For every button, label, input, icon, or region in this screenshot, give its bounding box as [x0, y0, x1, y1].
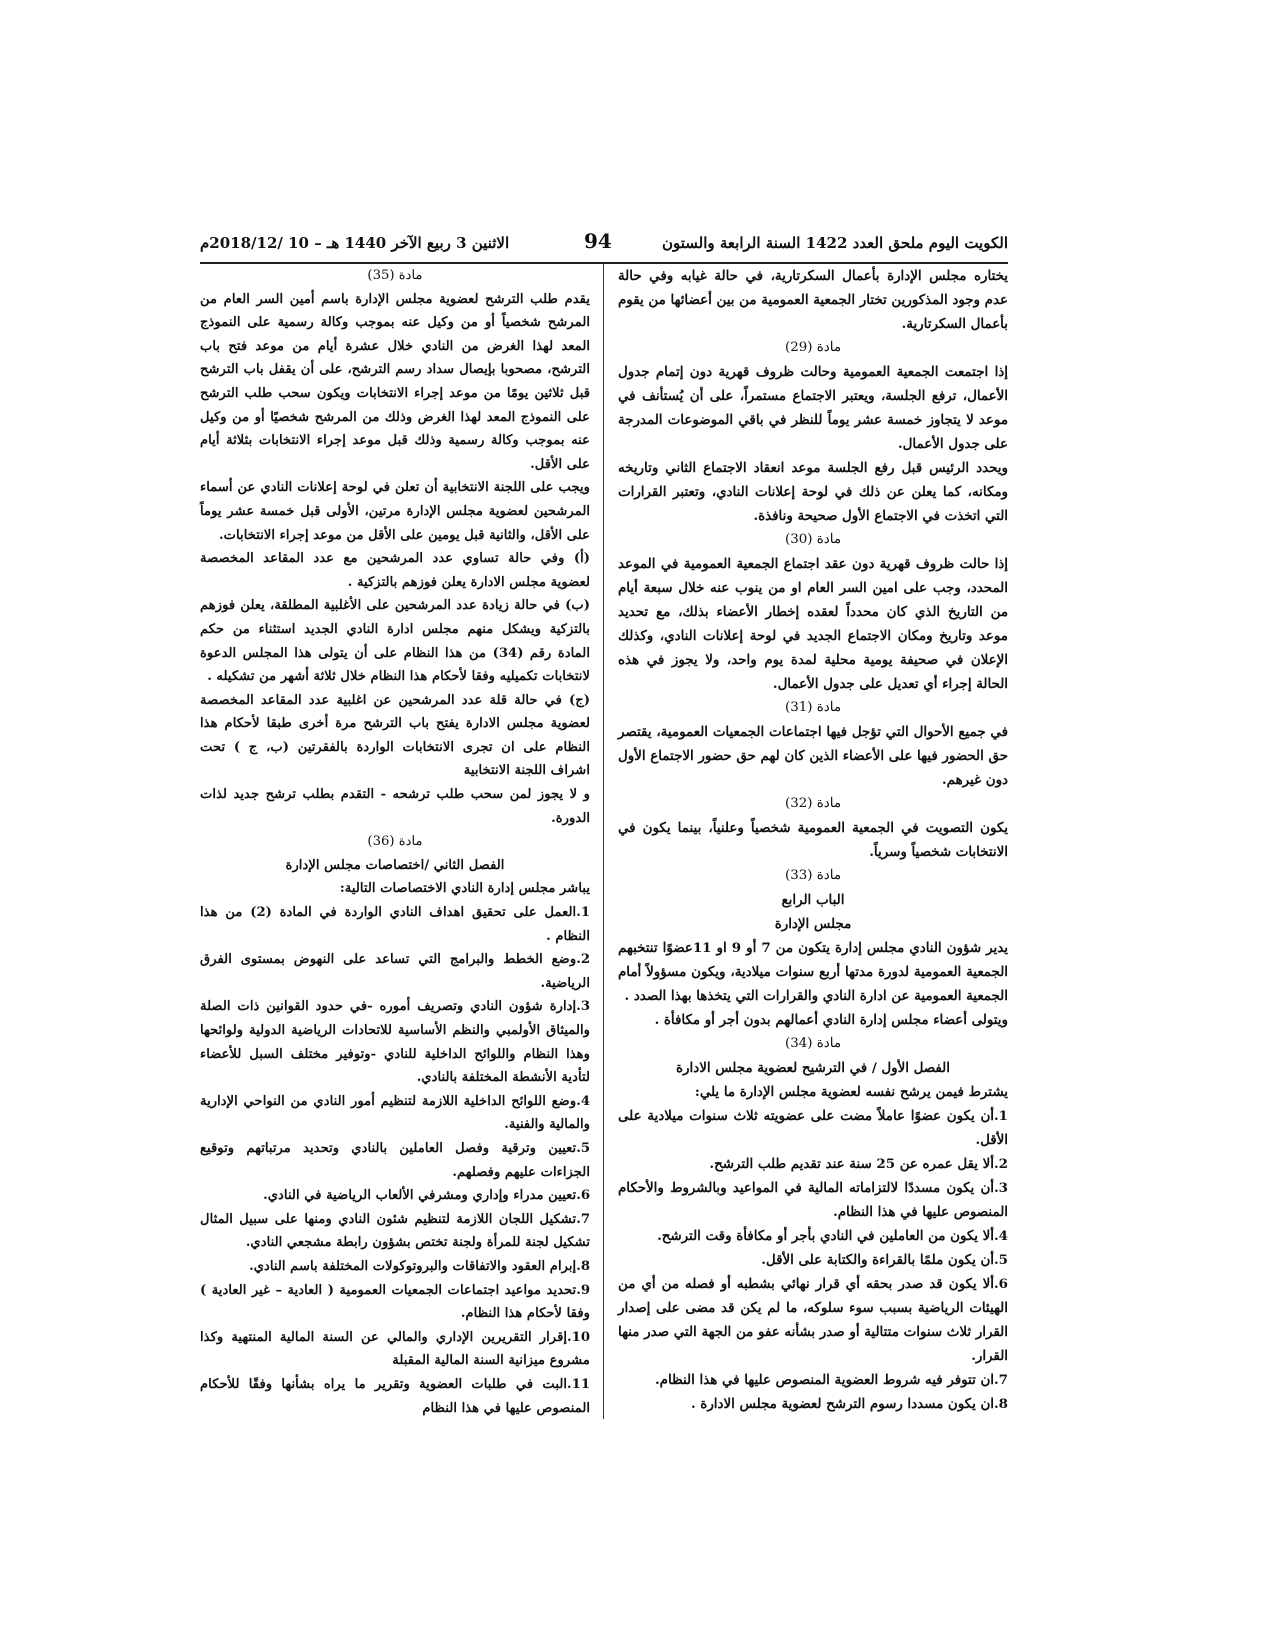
list-item: 1.أن يكون عضوًا عاملاً مضت على عضويته ثلاث سنوات ميلادية على الأقل. — [618, 1108, 1008, 1148]
list-item: 2.وضع الخطط والبرامج التي تساعد على النهوض بمستوى الفرق الرياضية. — [200, 952, 590, 991]
paragraph: و لا يجوز لمن سحب طلب ترشحه - التقدم بطلب ترشح جديد لذات الدورة. — [200, 787, 590, 826]
paragraph: ويجب على اللجنة الانتخابية أن تعلن في لوحة إعلانات النادي عن أسماء المرشحين لعضوية مجلس الإدارة مرتين، الأولى قبل خمسة عشر يوماً على الأقل، والثانية قبل يومين على الأقل من موعد إجراء الانتخابات. — [200, 480, 590, 543]
list-item: 3.أن يكون مسددًا لالتزاماته المالية في المواعيد وبالشروط والأحكام المنصوص عليها في هذا النظام. — [618, 1180, 1008, 1220]
article-title: مادة (34) — [785, 1036, 841, 1051]
paragraph: يدير شؤون النادي مجلس إدارة يتكون من 7 أو 9 او 11عضوًا تنتخبهم الجمعية العمومية لدورة مدتها أربع سنوات ميلادية، ويكون مسؤولاً أمام الجمعية العمومية عن ادارة النادي والقرارات التي يتخذها بهذا الصدد . — [618, 940, 1009, 1004]
paragraph: يختاره مجلس الإدارة بأعمال السكرتارية، في حالة غيابه وفي حالة عدم وجود المذكورين تختار الجمعية العمومية من بين أعضائها من يقوم بأعمال السكرتارية. — [618, 268, 1008, 332]
list-item: 10.إقرار التقريرين الإداري والمالي عن السنة المالية المنتهية وكذا مشروع ميزانية السنة المالية المقبلة — [200, 1329, 590, 1369]
paragraph: (ج) في حالة قلة عدد المرشحين عن اغلبية عدد المقاعد المخصصة لعضوية مجلس الادارة يفتح باب الترشح مرة أخرى طبقا لأحكام هذا النظام على ان تجرى الانتخابات الواردة بالفقرتين (ب، ج ) تحت اشراف اللجنة الانتخابية — [200, 692, 590, 779]
list-item: 6.ألا يكون قد صدر بحقه أي قرار نهائي بشطبه أو فصله من أي من الهيئات الرياضية بسبب سوء سلوكه، ما لم يكن قد مضى على إصدار القرار ثلاث سنوات متتالية أو صدر بشأنه عفو من الجهة التي صدر منها القرار. — [618, 1276, 1008, 1364]
list-item: 4.ألا يكون من العاملين في النادي بأجر أو مكافأة وقت الترشح. — [657, 1228, 1008, 1244]
article-title: مادة (36) — [367, 834, 423, 850]
header-publication: الكويت اليوم ملحق العدد 1422 السنة الرابعة والستون — [662, 234, 1008, 252]
chapter-subtitle: مجلس الإدارة — [774, 916, 852, 932]
gazette-page — [200, 226, 1008, 1426]
section-title: الفصل الأول / في الترشيح لعضوية مجلس الادارة — [676, 1060, 950, 1076]
list-item: 4.وضع اللوائح الداخلية اللازمة لتنظيم أمور النادي من النواحي الإدارية والمالية والفنية. — [200, 1093, 590, 1133]
article-title: مادة (31) — [785, 700, 841, 715]
list-item: 1.العمل على تحقيق اهداف النادي الواردة في المادة (2) من هذا النظام . — [200, 905, 590, 944]
article-title: مادة (33) — [785, 868, 841, 883]
paragraph: إذا حالت ظروف قهرية دون عقد اجتماع الجمعية العمومية في الموعد المحدد، وجب على امين السر العام او من ينوب عنه خلال سبعة أيام من التاريخ الذي كان محدداً لعقده إخطار الأعضاء بذلك، مع تحديد موعد وتاريخ ومكان الاجتماع الجديد في لوحة إعلانات النادي، وكذلك الإعلان في صحيفة يومية محلية لمدة يوم واحد، ولا يجوز في هذه الحالة إجراء أي تعديل على جدول الأعمال. — [618, 556, 1008, 692]
article-title: مادة (30) — [785, 532, 841, 547]
paragraph: في جميع الأحوال التي تؤجل فيها اجتماعات الجمعيات العمومية، يقتصر حق الحضور فيها على الأعضاء الذين كان لهم حق حضور الاجتماع الأول دون غيرهم. — [618, 724, 1008, 788]
paragraph: يشترط فيمن يرشح نفسه لعضوية مجلس الإدارة ما يلي: — [694, 1084, 1008, 1100]
paragraph: (ب) في حالة زيادة عدد المرشحين على الأغلبية المطلقة، يعلن فوزهم بالتزكية ويشكل منهم مجلس ادارة النادي الجديد استثناء من حكم المادة رقم (34) من هذا النظام على أن يتولى هذا المجلس الدعوة لانتخابات تكميليه وفقا لأحكام هذا النظام خلال ثلاثة أشهر من تشكيله . — [200, 598, 590, 685]
left-column — [200, 264, 590, 1420]
page-header — [200, 226, 1008, 264]
paragraph: (أ) وفي حالة تساوي عدد المرشحين مع عدد المقاعد المخصصة لعضوية مجلس الادارة يعلن فوزهم بالتزكية . — [200, 551, 590, 590]
list-item: 3.إدارة شؤون النادي وتصريف أموره -في حدود القوانين ذات الصلة والميثاق الأولمبي والنظم الأساسية للاتحادات الرياضية الدولية ولوائحها وهذا النظام واللوائح الداخلية للنادي -وتوفير مختلف السبل للأعضاء لتأدية الأنشطة المختلفة بالنادي. — [200, 999, 590, 1086]
article-title: مادة (29) — [785, 340, 841, 355]
paragraph: يباشر مجلس إدارة النادي الاختصاصات التالية: — [339, 881, 590, 897]
list-item: 11.البت في طلبات العضوية وتقرير ما يراه بشأنها وفقًا للأحكام المنصوص عليها في هذا النظام — [200, 1376, 590, 1416]
list-item: 8.ان يكون مسددا رسوم الترشح لعضوية مجلس الادارة . — [690, 1396, 1008, 1412]
header-date: الاثنين 3 ربيع الآخر 1440 هـ – 10 /2018/12م — [200, 234, 510, 252]
paragraph: يقدم طلب الترشح لعضوية مجلس الإدارة باسم أمين السر العام من المرشح شخصياً أو من وكيل عنه بموجب وكالة رسمية على النموذج المعد لهذا الغرض من النادي خلال عشرة أيام من موعد فتح باب الترشح، مصحوبا بإيصال سداد رسم الترشح، على أن يقفل باب الترشح قبل ثلاثين يومًا من موعد إجراء الانتخابات ويكون سحب طلب الترشح على النموذج المعد لهذا الغرض وذلك من المرشح شخصيًا أو من وكيل عنه بموجب وكالة رسمية وذلك قبل موعد إجراء الانتخابات بثلاثة أيام على الأقل. — [200, 291, 590, 472]
paragraph: إذا اجتمعت الجمعية العمومية وحالت ظروف قهرية دون إتمام جدول الأعمال، ترفع الجلسة، ويعتبر الاجتماع مستمراً، على أن يُستأنف في موعد لا يتجاوز خمسة عشر يوماً للنظر في باقي الموضوعات المدرجة على جدول الأعمال. — [618, 364, 1008, 452]
paragraph: ويحدد الرئيس قبل رفع الجلسة موعد انعقاد الاجتماع الثاني وتاريخه ومكانه، كما يعلن عن ذلك في لوحة إعلانات النادي، وتعتبر القرارات التي اتخذت في الاجتماع الأول صحيحة ونافذة. — [618, 460, 1008, 524]
list-item: 7.ان تتوفر فيه شروط العضوية المنصوص عليها في هذا النظام. — [655, 1372, 1008, 1388]
list-item: 5.تعيين وترقية وفصل العاملين بالنادي وتحديد مرتباتهم وتوقيع الجزاءات عليهم وفصلهم. — [200, 1140, 590, 1180]
section-title: الفصل الثاني /اختصاصات مجلس الإدارة — [285, 857, 505, 873]
paragraph: يكون التصويت في الجمعية العمومية شخصياً وعلنياً، بينما يكون في الانتخابات شخصياً وسرياً. — [618, 820, 1008, 860]
page-number: 94 — [584, 229, 612, 253]
paragraph: ويتولى أعضاء مجلس إدارة النادي أعمالهم بدون أجر أو مكافأة . — [654, 1012, 1008, 1028]
list-item: 5.أن يكون ملمًا بالقراءة والكتابة على الأقل. — [761, 1252, 1008, 1268]
column-divider — [603, 264, 604, 1419]
list-item: 8.إبرام العقود والاتفاقات والبروتوكولات المختلفة باسم النادي. — [249, 1258, 590, 1274]
list-item: 2.ألا يقل عمره عن 25 سنة عند تقديم طلب الترشح. — [709, 1156, 1008, 1172]
chapter-title: الباب الرابع — [781, 892, 845, 908]
article-title: مادة (35) — [367, 268, 423, 283]
list-item: 9.تحديد مواعيد اجتماعات الجمعيات العمومية ( العادية – غير العادية ) وفقا لأحكام هذا النظام. — [200, 1282, 590, 1322]
article-title: مادة (32) — [785, 796, 841, 811]
list-item: 7.تشكيل اللجان اللازمة لتنظيم شئون النادي ومنها على سبيل المثال تشكيل لجنة للمرأة ولجنة تختص بشؤون رابطة مشجعي النادي. — [200, 1211, 590, 1251]
right-column — [618, 264, 1008, 1416]
list-item: 6.تعيين مدراء وإداري ومشرفي الألعاب الرياضية في النادي. — [263, 1188, 590, 1204]
